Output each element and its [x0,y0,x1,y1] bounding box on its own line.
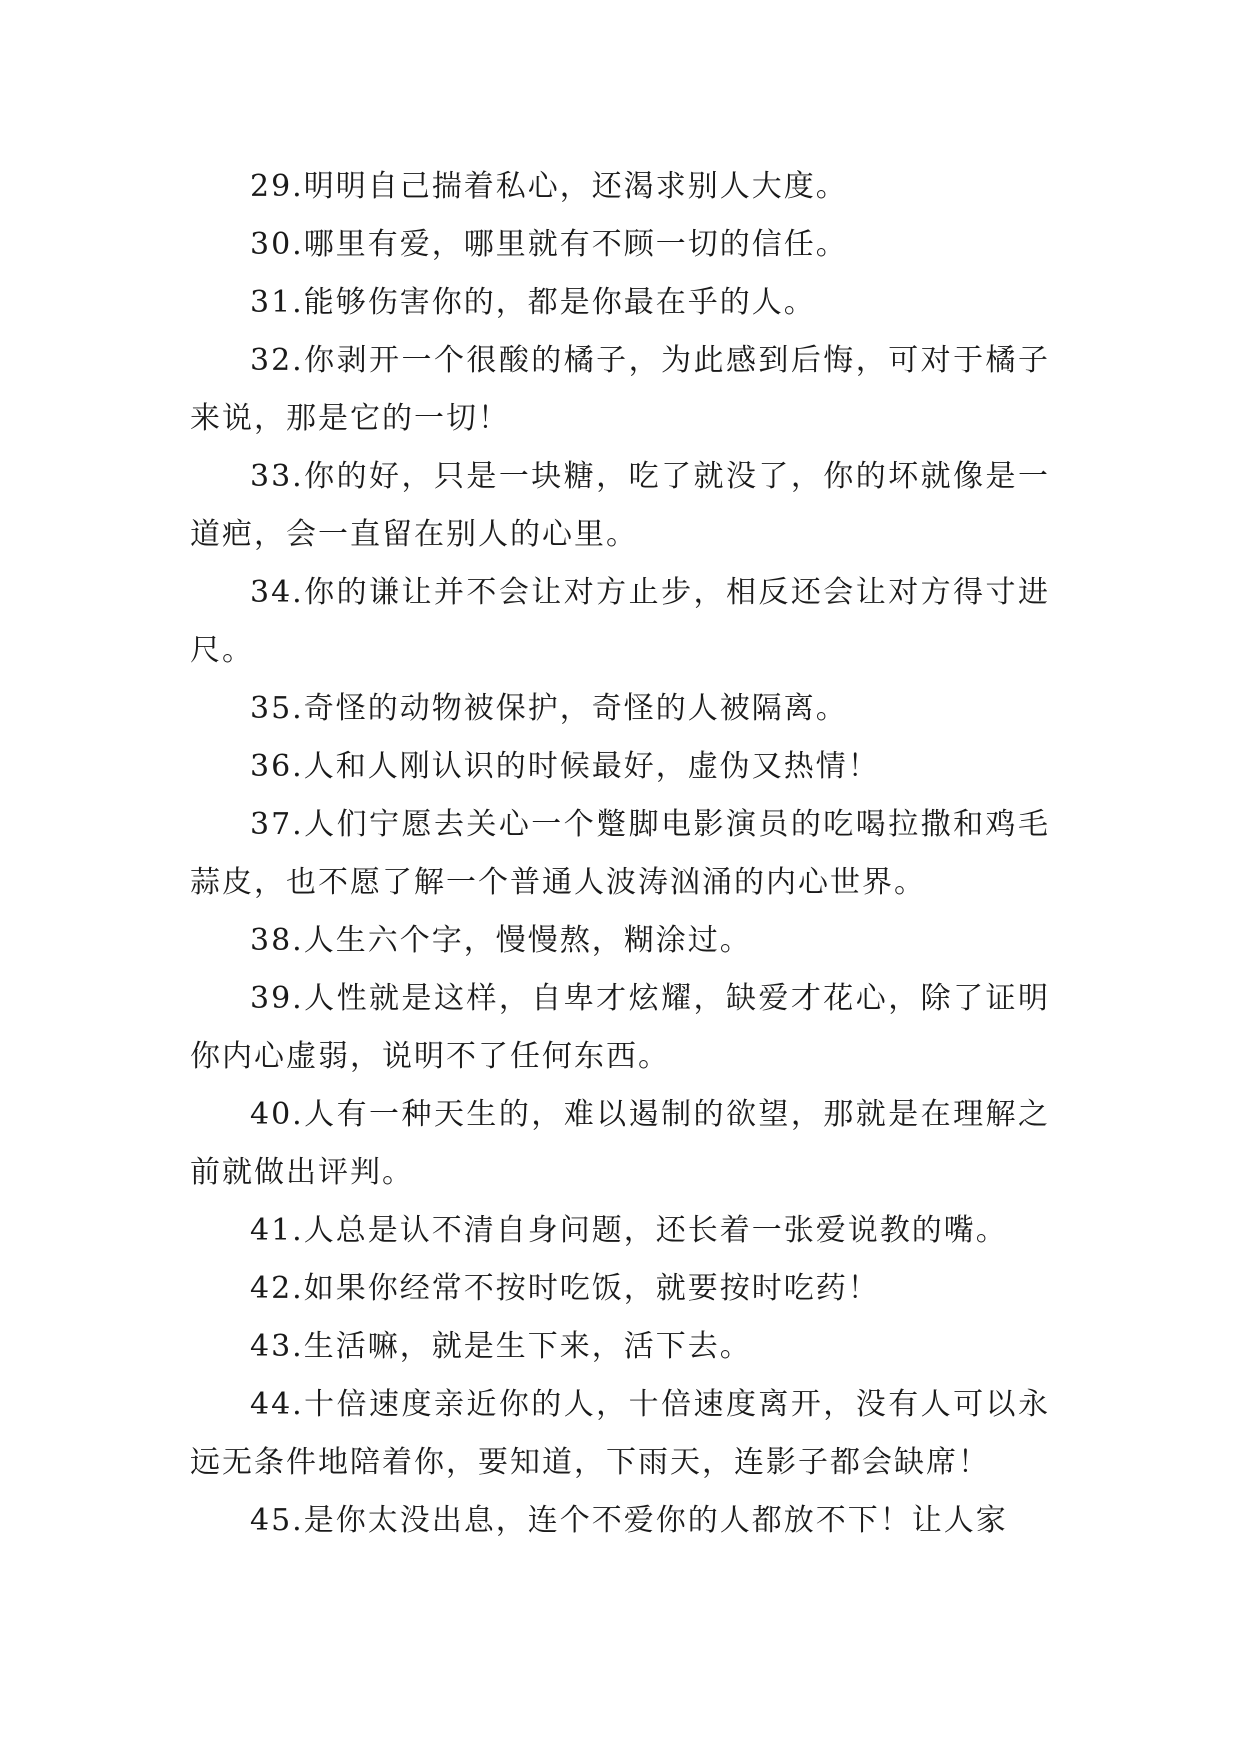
quote-paragraph-39: 39.人性就是这样，自卑才炫耀，缺爱才花心，除了证明你内心虚弱，说明不了任何东西。 [190,981,1050,1074]
quote-paragraph-37: 37.人们宁愿去关心一个蹩脚电影演员的吃喝拉撒和鸡毛蒜皮，也不愿了解一个普通人波涛汹涌的内心世界。 [190,807,1050,900]
quote-paragraph-34: 34.你的谦让并不会让对方止步，相反还会让对方得寸进尺。 [190,575,1050,668]
quote-paragraph-41: 41.人总是认不清自身问题，还长着一张爱说教的嘴。 [250,1213,1008,1248]
quote-paragraph-35: 35.奇怪的动物被保护，奇怪的人被隔离。 [250,691,848,726]
quote-paragraph-43: 43.生活嘛，就是生下来，活下去。 [250,1329,752,1364]
quote-paragraph-33: 33.你的好，只是一块糖，吃了就没了，你的坏就像是一道疤，会一直留在别人的心里。 [190,459,1050,552]
quote-paragraph-36: 36.人和人刚认识的时候最好，虚伪又热情！ [250,749,880,784]
quote-paragraph-44: 44.十倍速度亲近你的人，十倍速度离开，没有人可以永远无条件地陪着你，要知道，下雨天，连影子都会缺席！ [190,1387,1050,1480]
quote-paragraph-42: 42.如果你经常不按时吃饭，就要按时吃药！ [250,1271,880,1306]
quote-paragraph-38: 38.人生六个字，慢慢熬，糊涂过。 [250,923,752,958]
quote-paragraph-32: 32.你剥开一个很酸的橘子，为此感到后悔，可对于橘子来说，那是它的一切！ [190,343,1050,436]
quote-paragraph-45: 45.是你太没出息，连个不爱你的人都放不下！让人家 [250,1503,1008,1538]
document-body [190,158,1050,1550]
quote-paragraph-40: 40.人有一种天生的，难以遏制的欲望，那就是在理解之前就做出评判。 [190,1097,1050,1190]
quote-paragraph-29: 29.明明自己揣着私心，还渴求别人大度。 [250,169,848,204]
quote-paragraph-30: 30.哪里有爱，哪里就有不顾一切的信任。 [250,227,848,262]
quote-paragraph-31: 31.能够伤害你的，都是你最在乎的人。 [250,285,816,320]
